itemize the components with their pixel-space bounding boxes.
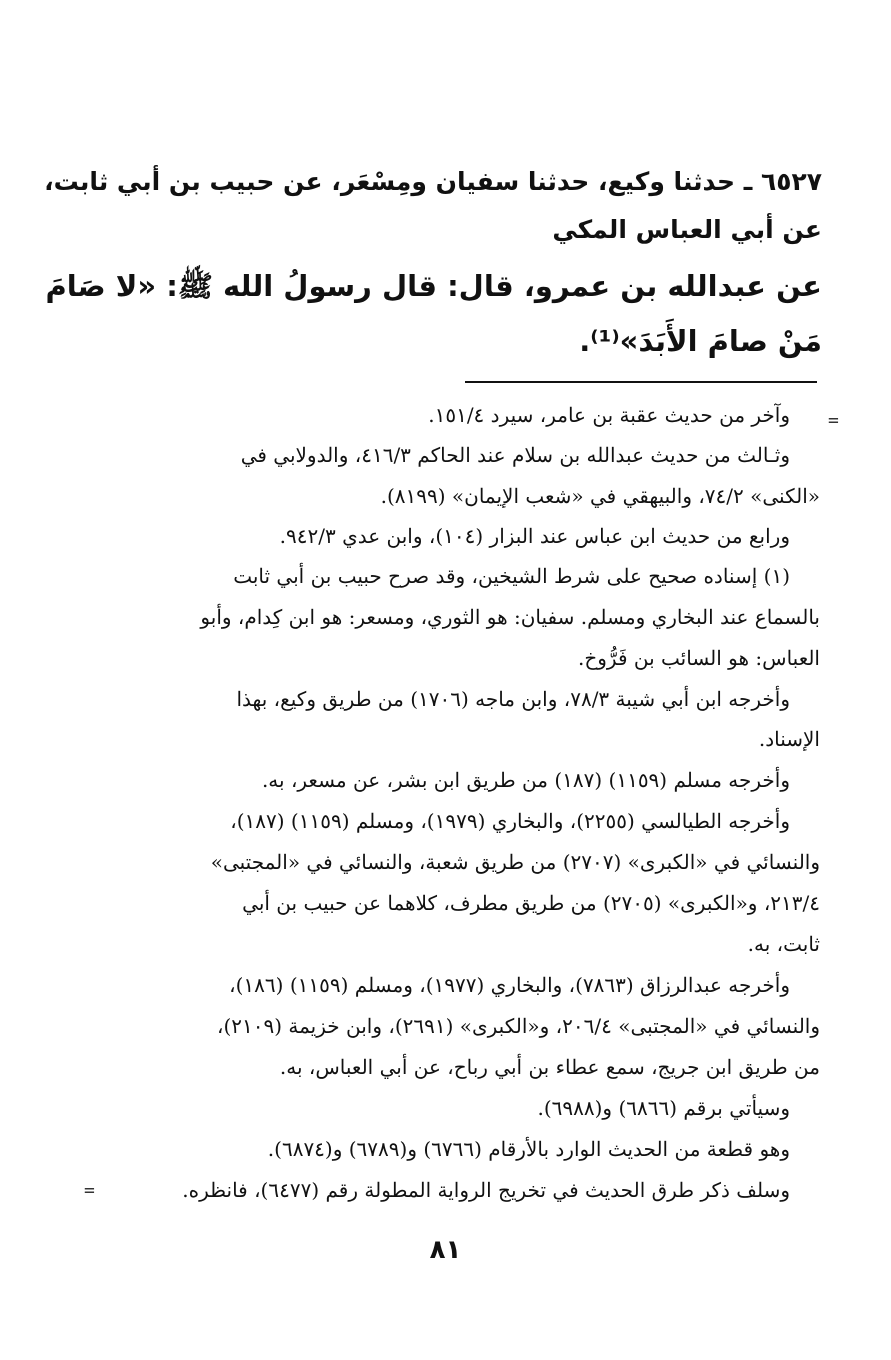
footnote-line: وأخرجه الطيالسي (٢٢٥٥)، والبخاري (١٩٧٩)، ومسلم (١١٥٩) (١٨٧)، xyxy=(230,809,790,833)
footnote-line: ٢١٣/٤، و«الكبرى» (٢٧٠٥) من طريق مطرف، كلاهما عن حبيب بن أبي xyxy=(242,891,820,915)
footnote-line: وثـالث من حديث عبدالله بن سلام عند الحاكم ٤١٦/٣، والدولابي في xyxy=(240,443,790,467)
hadith-line-2: عن أبي العباس المكي xyxy=(552,215,822,244)
footnote-line: وهو قطعة من الحديث الوارد بالأرقام (٦٧٦٦) و(٦٧٨٩) و(٦٨٧٤). xyxy=(267,1137,790,1161)
hadith-line-4: مَنْ صامَ الأَبَدَ»⁽¹⁾. xyxy=(579,324,822,358)
footnote-line: وآخر من حديث عقبة بن عامر، سيرد ١٥١/٤. xyxy=(428,403,790,427)
footnote-line: «الكنى» ٧٤/٢، والبيهقي في «شعب الإيمان» (٨١٩٩). xyxy=(380,484,820,508)
footnote-line: بالسماع عند البخاري ومسلم. سفيان: هو الثوري، ومسعر: هو ابن كِدام، وأبو xyxy=(200,605,820,629)
continuation-marker-bottom: = xyxy=(84,1180,95,1201)
footnote-line: وأخرجه ابن أبي شيبة ٧٨/٣، وابن ماجه (١٧٠٦) من طريق وكيع، بهذا xyxy=(236,687,790,711)
footnote-line: ثابت، به. xyxy=(747,932,820,956)
footnote-line: وسلف ذكر طرق الحديث في تخريج الرواية المطولة رقم (٦٤٧٧)، فانظره. xyxy=(182,1178,790,1202)
footnote-line: العباس: هو السائب بن فَرُّوخ. xyxy=(578,646,820,670)
footnote-line: والنسائي في «الكبرى» (٢٧٠٧) من طريق شعبة، والنسائي في «المجتبى» xyxy=(210,850,820,874)
hadith-line-3: عن عبدالله بن عمرو، قال: قال رسولُ الله ﷺ: «لا صَامَ xyxy=(45,269,822,303)
footnote-line: (١) إسناده صحيح على شرط الشيخين، وقد صرح حبيب بن أبي ثابت xyxy=(233,564,790,588)
footnote-line: وأخرجه عبدالرزاق (٧٨٦٣)، والبخاري (١٩٧٧)، ومسلم (١١٥٩) (١٨٦)، xyxy=(229,973,790,997)
page-number: ٨١ xyxy=(429,1235,462,1265)
footnote-line: الإسناد. xyxy=(758,727,820,751)
footnote-line: ورابع من حديث ابن عباس عند البزار (١٠٤)، وابن عدي ٩٤٢/٣. xyxy=(279,524,790,548)
footnote-line: وسيأتي برقم (٦٨٦٦) و(٦٩٨٨). xyxy=(537,1096,790,1120)
footnote-separator xyxy=(465,381,817,383)
footnote-line: وأخرجه مسلم (١١٥٩) (١٨٧) من طريق ابن بشر، عن مسعر، به. xyxy=(261,768,790,792)
footnote-line: من طريق ابن جريج، سمع عطاء بن أبي رباح، عن أبي العباس، به. xyxy=(279,1055,820,1079)
footnote-line: والنسائي في «المجتبى» ٢٠٦/٤، و«الكبرى» (٢٦٩١)، وابن خزيمة (٢١٠٩)، xyxy=(217,1014,820,1038)
continuation-marker-top: = xyxy=(828,410,839,431)
hadith-line-1: ٦٥٢٧ ـ حدثنا وكيع، حدثنا سفيان ومِسْعَر، عن حبيب بن أبي ثابت، xyxy=(44,167,822,196)
